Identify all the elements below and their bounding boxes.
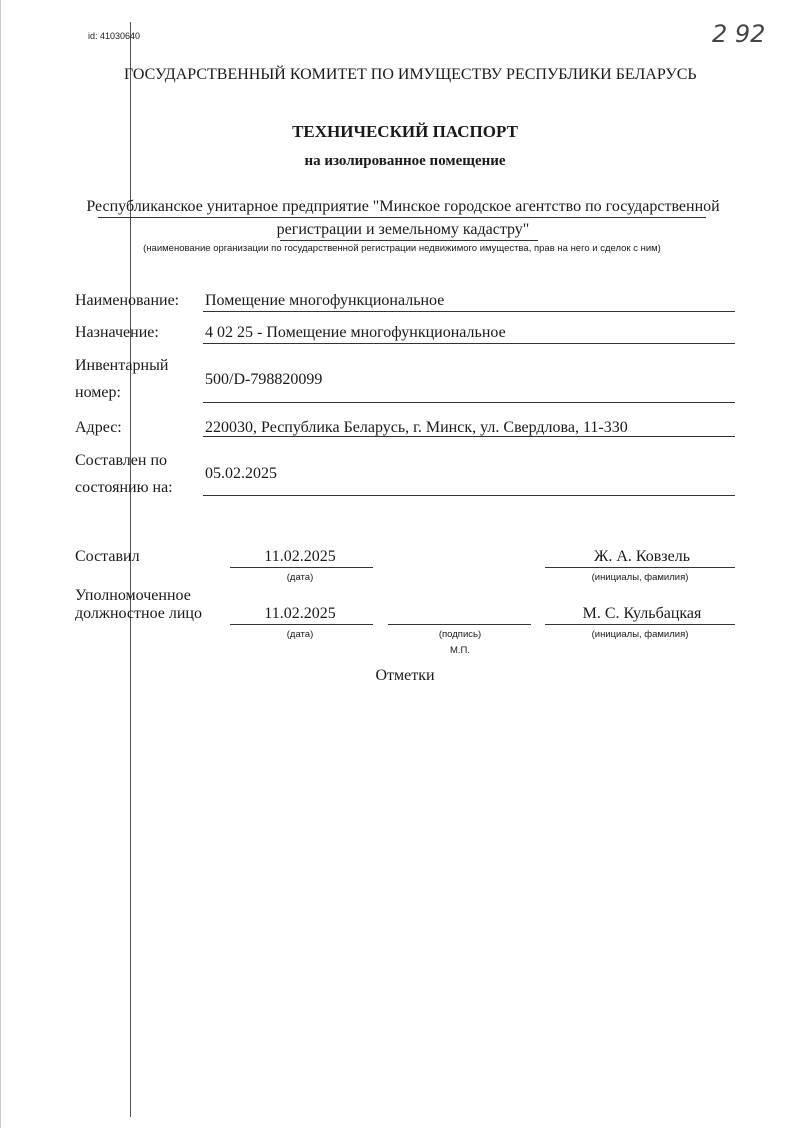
document-subtitle: на изолированное помещение <box>304 153 506 169</box>
signature-caption: (подпись) <box>438 629 482 640</box>
official-date: 11.02.2025 <box>264 605 336 622</box>
underline <box>230 567 373 568</box>
state-date-value: 05.02.2025 <box>205 465 277 482</box>
organization-line1: Республиканское унитарное предприятие "Минское городское агентство по государственной <box>86 198 720 215</box>
compiled-date-caption: (дата) <box>286 572 314 583</box>
name-label: Наименование: <box>75 292 180 309</box>
compiled-label: Составил <box>75 548 140 565</box>
organization-caption: (наименование организации по государственной регистрации недвижимого имущества, прав на него и сделок с ним) <box>143 243 661 254</box>
organization-line2: регистрации и земельному кадастру" <box>276 221 530 238</box>
scan-edge <box>0 0 1 1128</box>
state-date-label-line1: Составлен по <box>75 452 168 469</box>
underline <box>545 567 735 568</box>
state-date-label-line2: состоянию на: <box>75 479 173 496</box>
official-label-line2: должностное лицо <box>75 605 202 622</box>
official-label-line1: Уполномоченное <box>75 587 191 604</box>
underline <box>203 495 735 496</box>
purpose-label: Назначение: <box>75 324 159 341</box>
underline <box>545 624 735 625</box>
handwritten-page-number: 2 92 <box>712 20 766 48</box>
signature-line <box>388 624 531 625</box>
document-title: ТЕХНИЧЕСКИЙ ПАСПОРТ <box>292 122 518 141</box>
underline <box>98 217 706 218</box>
underline <box>203 343 735 344</box>
address-label: Адрес: <box>75 419 122 436</box>
compiled-name-caption: (инициалы, фамилия) <box>591 572 689 583</box>
stamp-label: М.П. <box>449 645 471 656</box>
purpose-value: 4 02 25 - Помещение многофункциональное <box>205 324 506 341</box>
underline <box>203 402 735 403</box>
address-value: 220030, Республика Беларусь, г. Минск, ул. Свердлова, 11-330 <box>205 419 628 436</box>
inventory-value: 500/D-798820099 <box>205 371 323 388</box>
official-name-caption: (инициалы, фамилия) <box>591 629 689 640</box>
scan-id: id: 41030640 <box>88 31 141 41</box>
binding-line <box>130 22 131 1117</box>
underline <box>203 311 735 312</box>
name-value: Помещение многофункциональное <box>205 292 445 309</box>
underline <box>230 624 373 625</box>
notes-heading: Отметки <box>375 667 435 684</box>
compiled-date: 11.02.2025 <box>264 548 336 565</box>
official-date-caption: (дата) <box>286 629 314 640</box>
underline <box>203 436 735 437</box>
inventory-label-line2: номер: <box>75 384 121 401</box>
compiled-name: Ж. А. Ковзель <box>593 548 691 565</box>
inventory-label-line1: Инвентарный <box>75 357 169 374</box>
committee-header: ГОСУДАРСТВЕННЫЙ КОМИТЕТ ПО ИМУЩЕСТВУ РЕСПУБЛИКИ БЕЛАРУСЬ <box>124 66 697 83</box>
official-name: М. С. Кульбацкая <box>582 605 702 622</box>
underline <box>280 240 538 241</box>
